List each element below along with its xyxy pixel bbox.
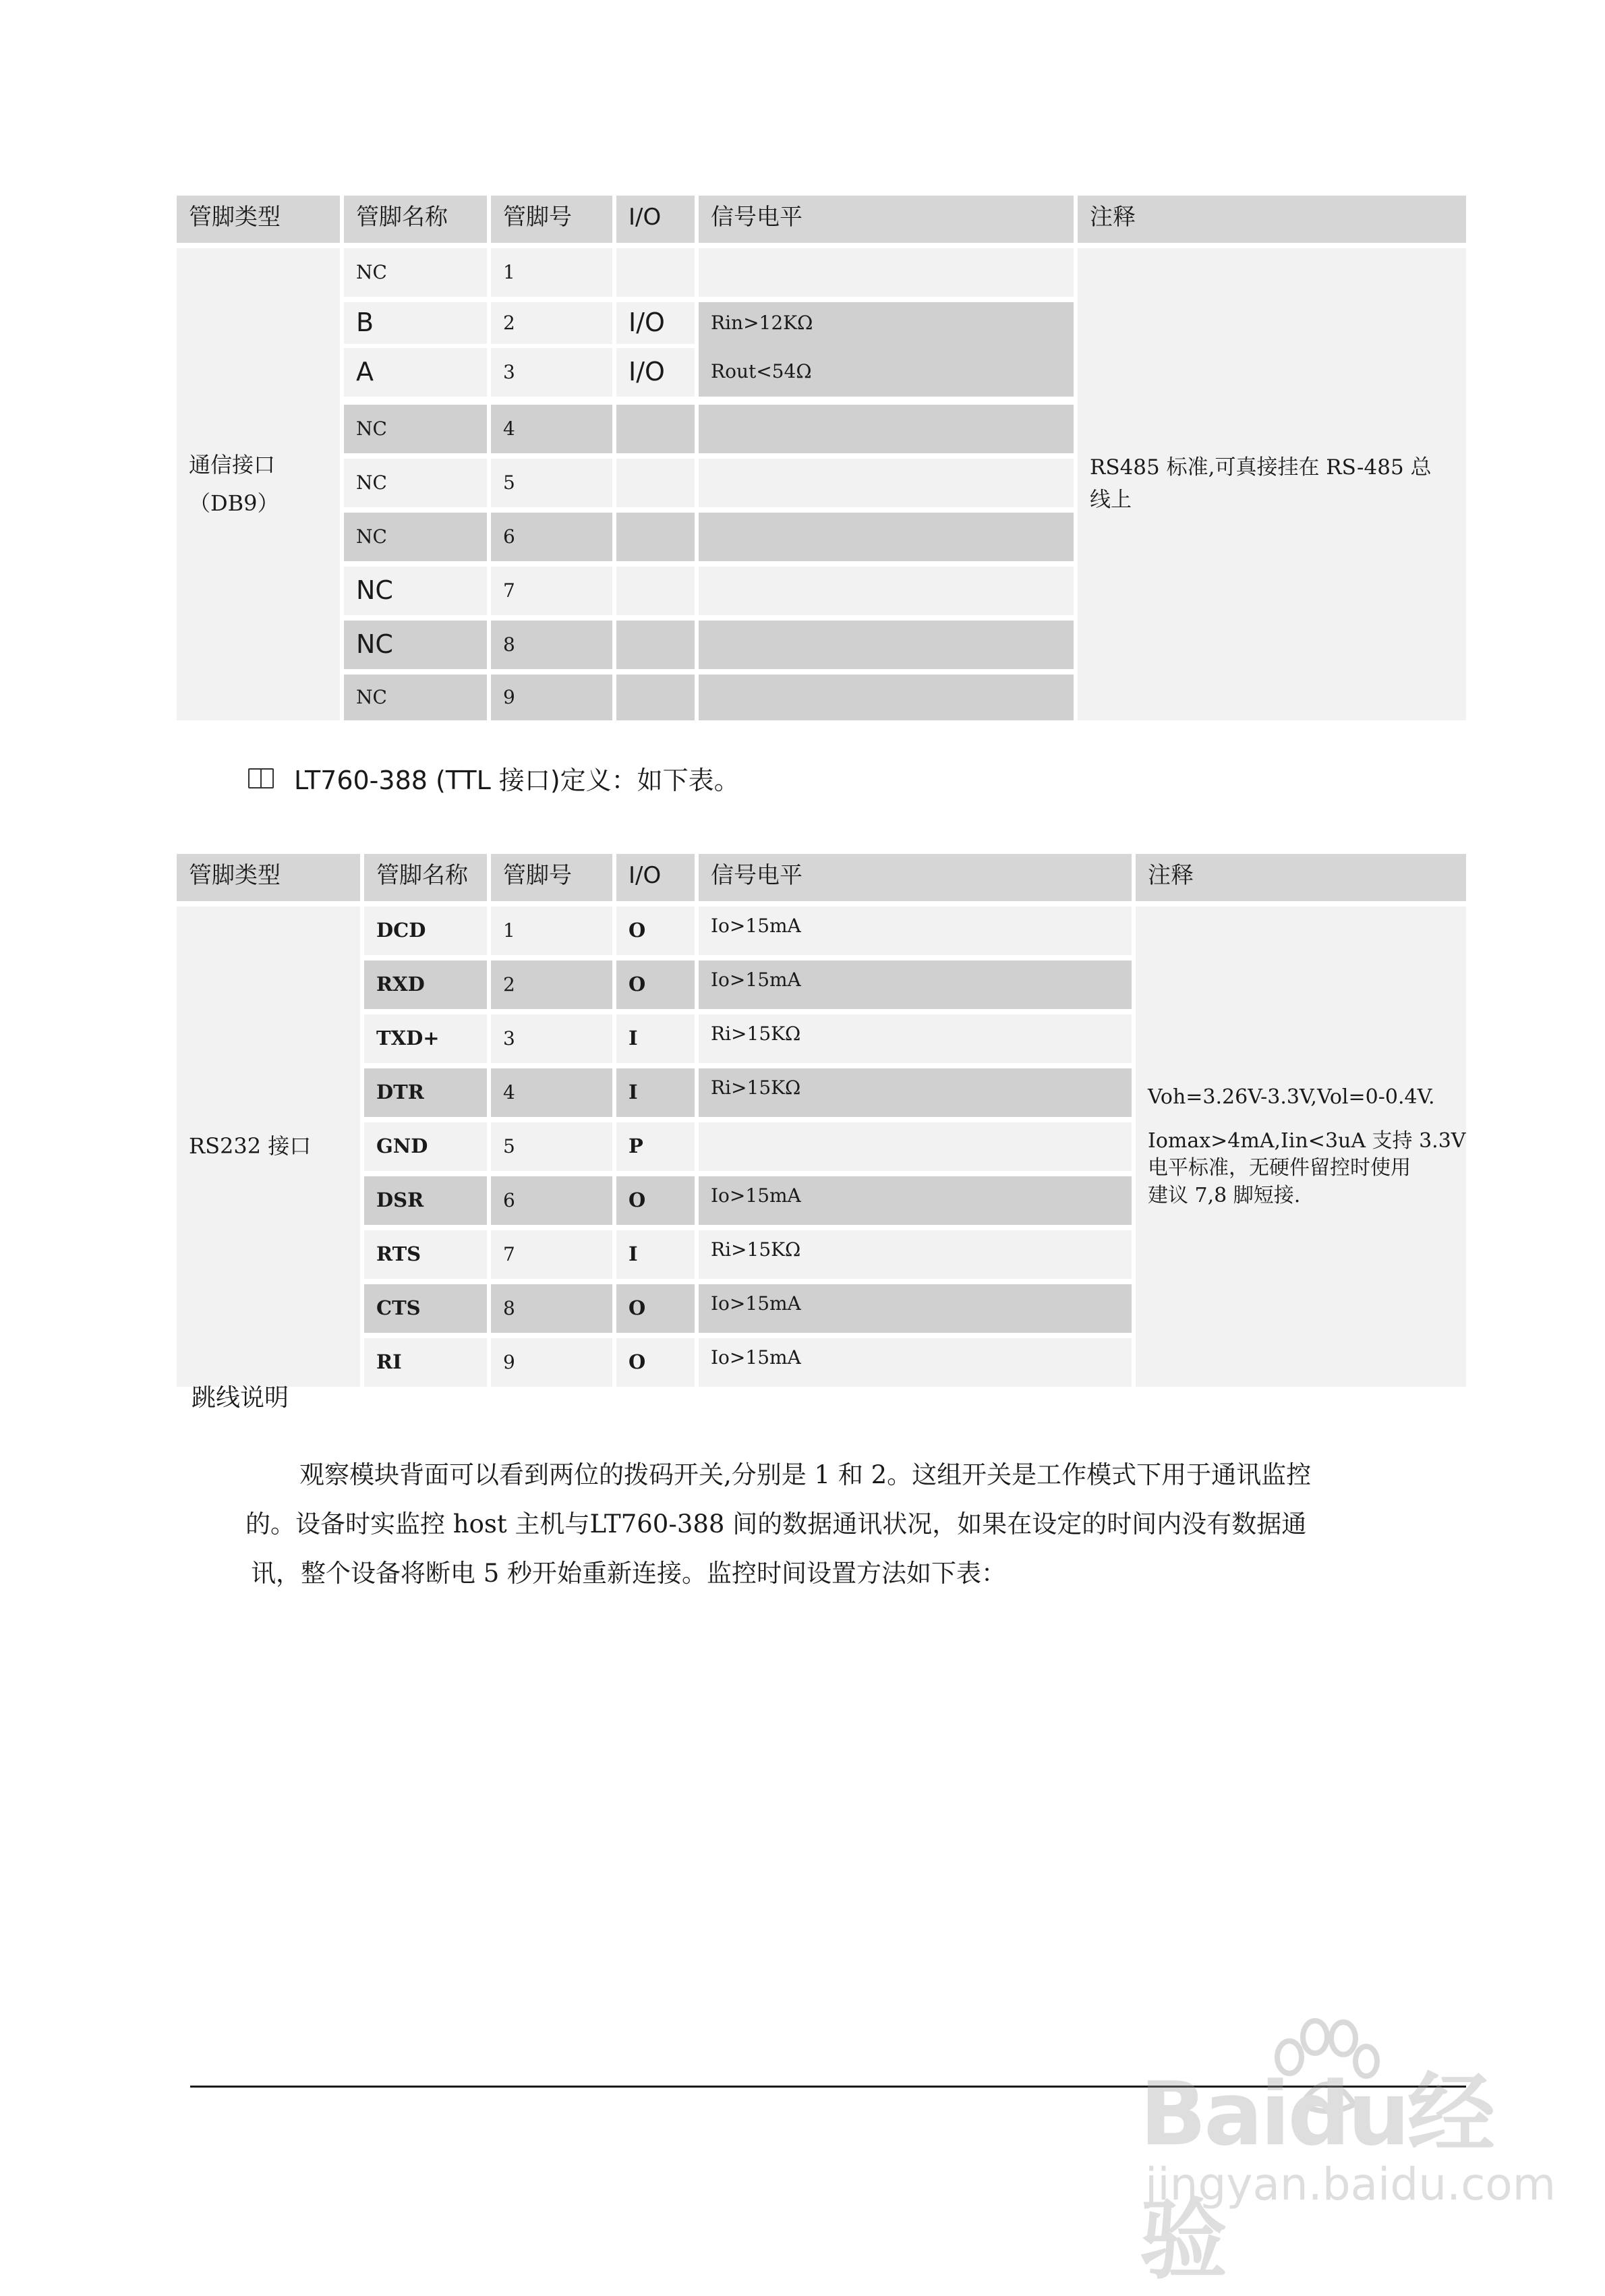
table-row-pin: 7 [491, 567, 612, 615]
paragraph-line: 的。设备时实监控 host 主机与LT760-388 间的数据通讯状况，如果在设定的时间内没有数据通 [245, 1510, 1307, 1539]
table-row-pin: 9 [491, 1338, 612, 1387]
table-row-name: NC [344, 405, 487, 453]
note-line: RS485 标准,可真接挂在 RS-485 总 [1090, 455, 1432, 480]
table-row-pin: 2 [491, 302, 612, 344]
table-row-name: GND [364, 1122, 487, 1171]
watermark-logo: Baidu经验 [1140, 2063, 1492, 2291]
table-row-io: I/O [616, 302, 695, 344]
header-pin-number: 管脚号 [491, 854, 612, 901]
watermark [1140, 2017, 1556, 2291]
table-row-io: O [616, 1176, 695, 1225]
table-row-name: RI [364, 1338, 487, 1387]
header-note: 注释 [1078, 196, 1466, 243]
table-row-name: DSR [364, 1176, 487, 1225]
table-row-pin: 8 [491, 1284, 612, 1333]
table-row-signal: Io>15mA [699, 960, 1132, 1009]
paragraph-line: 讯，整个设备将断电 5 秒开始重新连接。监控时间设置方法如下表： [251, 1559, 1007, 1588]
header-pin-number: 管脚号 [491, 196, 612, 243]
table-row-io: I [616, 1230, 695, 1279]
table-row-name: A [344, 348, 487, 397]
header-io: I/O [616, 854, 695, 901]
table-row-name: NC [344, 675, 487, 720]
note-cell [1136, 907, 1466, 1387]
table-row-signal: Io>15mA [699, 1176, 1132, 1225]
table-row-name: NC [344, 513, 487, 561]
note-line: Iomax>4mA,Iin<3uA 支持 3.3V [1148, 1128, 1466, 1153]
table-row-name: DCD [364, 907, 487, 955]
table-row-signal: Ri>15KΩ [699, 1014, 1132, 1063]
table-row-io: I/O [616, 348, 695, 397]
table-row-pin: 3 [491, 1014, 612, 1063]
table-row-signal: Rin>12KΩ [711, 312, 813, 334]
table-row-io: O [616, 960, 695, 1009]
table-row-signal: Io>15mA [699, 1338, 1132, 1387]
table-row-io: O [616, 1338, 695, 1387]
pin-type-sublabel: （DB9） [189, 490, 279, 516]
paragraph-line: 观察模块背面可以看到两位的拨码开关,分别是 1 和 2。这组开关是工作模式下用于通讯监控 [299, 1460, 1312, 1489]
table-row-signal: Io>15mA [699, 1284, 1132, 1333]
table-row-io: I [616, 1068, 695, 1117]
table-row-pin: 2 [491, 960, 612, 1009]
pin-type-label: 通信接口 [189, 451, 276, 478]
table-row-name: NC [344, 567, 487, 615]
table-row-pin: 1 [491, 907, 612, 955]
table-row-io: O [616, 1284, 695, 1333]
header-signal-level: 信号电平 [699, 196, 1074, 243]
table-row-name: DTR [364, 1068, 487, 1117]
note-line: 建议 7,8 脚短接. [1148, 1183, 1301, 1207]
table-row-name: NC [344, 621, 487, 669]
watermark-url: jingyan.baidu.com [1145, 2158, 1556, 2210]
table-row-signal: Ri>15KΩ [699, 1068, 1132, 1117]
body-paragraph [245, 1450, 1465, 1598]
table-row-pin: 4 [491, 405, 612, 453]
table-row-pin: 8 [491, 621, 612, 669]
header-io: I/O [616, 196, 695, 243]
header-pin-type: 管脚类型 [177, 196, 340, 243]
table-row-name: B [344, 302, 487, 344]
table-row-pin: 6 [491, 1176, 612, 1225]
section-title: 跳线说明 [192, 1384, 289, 1412]
table-row-pin: 9 [491, 675, 612, 720]
table-row-signal [699, 1122, 1132, 1171]
table-row-io: O [616, 907, 695, 955]
header-pin-name: 管脚名称 [344, 196, 487, 243]
header-pin-name: 管脚名称 [364, 854, 487, 901]
table-row-pin: 1 [491, 248, 612, 297]
table-row-signal: Rout<54Ω [711, 360, 812, 382]
table-row-signal: Io>15mA [699, 907, 1132, 955]
header-signal-level: 信号电平 [699, 854, 1132, 901]
table-row-signal: Ri>15KΩ [699, 1230, 1132, 1279]
header-note: 注释 [1136, 854, 1466, 901]
table-row-pin: 4 [491, 1068, 612, 1117]
caption-text: LT760-388 (TTL 接口)定义：如下表。 [294, 766, 740, 795]
table-row-pin: 5 [491, 459, 612, 507]
pin-type-cell: RS232 接口 [177, 907, 360, 1387]
note-line: 线上 [1090, 488, 1132, 512]
table-row-pin: 7 [491, 1230, 612, 1279]
table-row-name: RXD [364, 960, 487, 1009]
table-row-pin: 6 [491, 513, 612, 561]
table-row-pin: 5 [491, 1122, 612, 1171]
table-row-io: P [616, 1122, 695, 1171]
header-pin-type: 管脚类型 [177, 854, 360, 901]
table-row-name: NC [344, 459, 487, 507]
table-row-name: RTS [364, 1230, 487, 1279]
table-row-io: I [616, 1014, 695, 1063]
table-row-name: CTS [364, 1284, 487, 1333]
table-row-name: TXD+ [364, 1014, 487, 1063]
note-line: 电平标准，无硬件留控时使用 [1148, 1156, 1411, 1180]
table-row-pin: 3 [491, 348, 612, 397]
table-row-name: NC [344, 248, 487, 297]
note-line: Voh=3.26V-3.3V,Vol=0-0.4V. [1148, 1085, 1435, 1109]
